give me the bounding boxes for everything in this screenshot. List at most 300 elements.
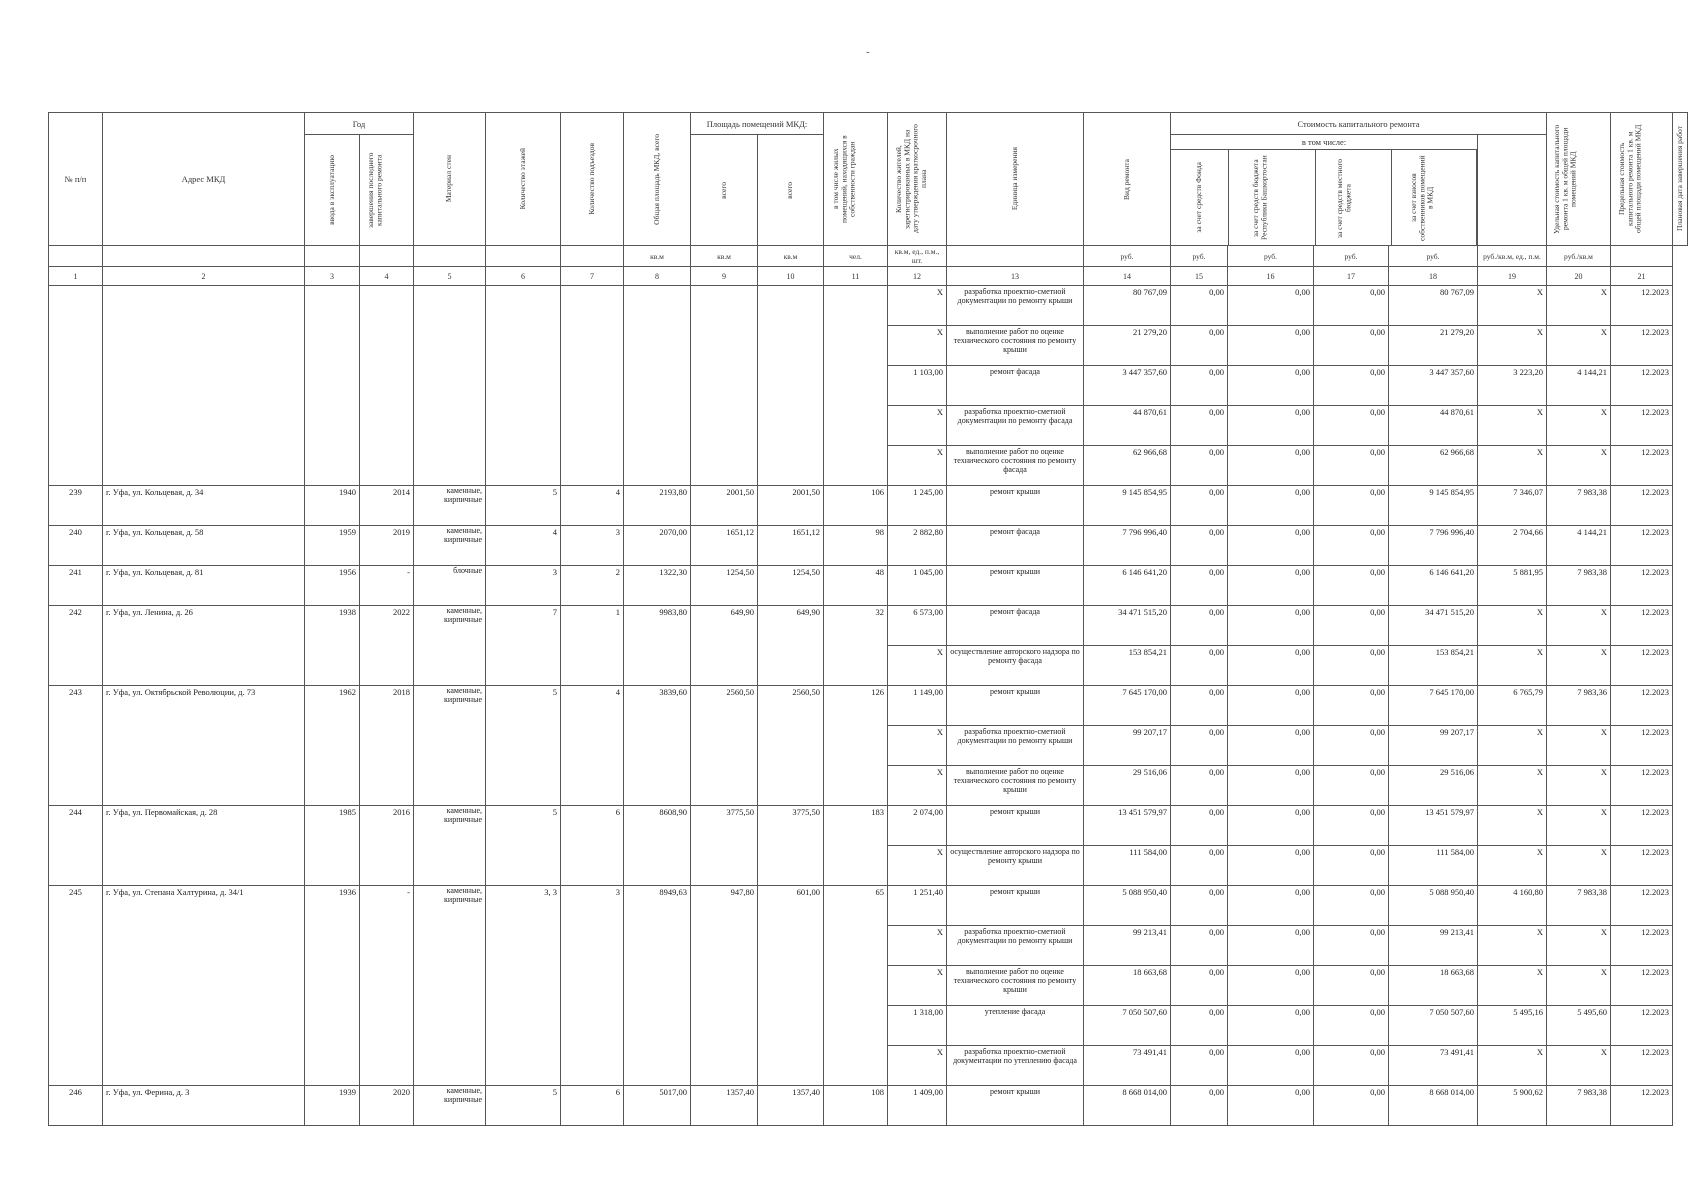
max-cost-cell: X	[1547, 606, 1611, 646]
header-year-commission: ввода в эксплуатацию	[305, 135, 360, 246]
cost-rb-cell: 0,00	[1228, 1046, 1314, 1086]
unit-cell: руб.	[1084, 246, 1171, 267]
work-quantity-cell: X	[888, 926, 947, 966]
floors-cell: 5	[486, 1086, 561, 1126]
unit-cost-cell: 3 223,20	[1478, 366, 1547, 406]
plan-date-cell: 12.2023	[1611, 726, 1673, 766]
house-address-cell: г. Уфа, ул. Ферина, д. 3	[103, 1086, 305, 1126]
header-unit-cost: Удельная стоимость капитального ремонта 1 кв. м общей площади помещений МКД	[1547, 113, 1611, 246]
column-number: 7	[561, 267, 624, 286]
work-quantity-cell: 1 318,00	[888, 1006, 947, 1046]
cost-owners-cell: 7 645 170,00	[1389, 686, 1478, 726]
max-cost-cell: X	[1547, 446, 1611, 486]
entrances-cell: 4	[561, 686, 624, 806]
work-quantity-cell: X	[888, 846, 947, 886]
year-commission-cell: 1940	[305, 486, 360, 526]
premises-owned-cell	[758, 286, 824, 486]
floors-cell: 5	[486, 806, 561, 886]
header-cost-fund: за счет средств Фонда	[1171, 150, 1229, 245]
plan-date-cell: 12.2023	[1611, 926, 1673, 966]
table-row	[49, 486, 1688, 526]
column-number: 16	[1228, 267, 1314, 286]
header-floors: Количество этажей	[486, 113, 561, 246]
cost-fund-cell: 0,00	[1171, 806, 1228, 846]
cost-local-cell: 0,00	[1314, 686, 1389, 726]
work-type-cell: разработка проектно-сметной документации по ремонту крыши	[947, 726, 1084, 766]
wall-material-cell: каменные, кирпичные	[414, 526, 486, 566]
total-area-cell: 8949,63	[624, 886, 691, 1086]
house-number-cell: 242	[49, 606, 103, 686]
work-type-cell: осуществление авторского надзора по ремонту крыши	[947, 846, 1084, 886]
year-last-repair-cell: 2018	[360, 686, 414, 806]
unit-cost-cell: X	[1478, 606, 1547, 646]
max-cost-cell: X	[1547, 406, 1611, 446]
header-cost-sub-group	[1171, 135, 1478, 246]
max-cost-cell: X	[1547, 966, 1611, 1006]
unit-cost-cell: 4 160,80	[1478, 886, 1547, 926]
year-last-repair-cell	[360, 286, 414, 486]
cost-rb-cell: 0,00	[1228, 766, 1314, 806]
house-number-cell: 246	[49, 1086, 103, 1126]
column-number: 8	[624, 267, 691, 286]
unit-cost-cell: X	[1478, 806, 1547, 846]
premises-owned-cell: 1651,12	[758, 526, 824, 566]
total-area-cell: 9983,80	[624, 606, 691, 686]
page-mark: -	[866, 46, 870, 58]
max-cost-cell: X	[1547, 1046, 1611, 1086]
unit-cell	[414, 246, 486, 267]
premises-owned-cell: 1357,40	[758, 1086, 824, 1126]
cost-local-cell: 0,00	[1314, 566, 1389, 606]
year-commission-cell: 1962	[305, 686, 360, 806]
plan-date-cell: 12.2023	[1611, 326, 1673, 366]
table-row	[49, 566, 1688, 606]
cost-fund-cell: 0,00	[1171, 406, 1228, 446]
year-last-repair-cell: 2014	[360, 486, 414, 526]
unit-cell: руб.	[1228, 246, 1314, 267]
cost-rb-cell: 0,00	[1228, 526, 1314, 566]
cost-fund-cell: 0,00	[1171, 926, 1228, 966]
year-commission-cell: 1956	[305, 566, 360, 606]
max-cost-cell: 5 495,60	[1547, 1006, 1611, 1046]
max-cost-cell: 4 144,21	[1547, 526, 1611, 566]
unit-cell: руб.	[1314, 246, 1389, 267]
cost-fund-cell: 0,00	[1171, 1086, 1228, 1126]
residents-cell	[824, 286, 888, 486]
unit-cell: руб./кв.м, ед., п.м.	[1478, 246, 1547, 267]
work-quantity-cell: 1 149,00	[888, 686, 947, 726]
cost-rb-cell: 0,00	[1228, 926, 1314, 966]
cost-rb-cell: 0,00	[1228, 806, 1314, 846]
cost-rb-cell: 0,00	[1228, 1086, 1314, 1126]
max-cost-cell: X	[1547, 326, 1611, 366]
max-cost-cell: X	[1547, 286, 1611, 326]
cost-local-cell: 0,00	[1314, 526, 1389, 566]
cost-fund-cell: 0,00	[1171, 326, 1228, 366]
floors-cell	[486, 286, 561, 486]
work-type-cell: ремонт крыши	[947, 806, 1084, 846]
header-year-group: Год	[305, 113, 414, 135]
cost-fund-cell: 0,00	[1171, 646, 1228, 686]
year-last-repair-cell: 2016	[360, 806, 414, 886]
year-commission-cell: 1936	[305, 886, 360, 1086]
plan-date-cell: 12.2023	[1611, 846, 1673, 886]
cost-owners-cell: 7 796 996,40	[1389, 526, 1478, 566]
work-type-cell: утепление фасада	[947, 1006, 1084, 1046]
header-cost-local: за счет средств местного бюджета	[1316, 150, 1392, 245]
cost-total-cell: 7 796 996,40	[1084, 526, 1171, 566]
house-number-cell: 241	[49, 566, 103, 606]
plan-date-cell: 12.2023	[1611, 1006, 1673, 1046]
max-cost-cell: X	[1547, 846, 1611, 886]
cost-fund-cell: 0,00	[1171, 1006, 1228, 1046]
plan-date-cell: 12.2023	[1611, 406, 1673, 446]
cost-owners-cell: 18 663,68	[1389, 966, 1478, 1006]
house-address-cell: г. Уфа, ул. Кольцевая, д. 81	[103, 566, 305, 606]
work-type-cell: выполнение работ по оценке технического состояния по ремонту фасада	[947, 446, 1084, 486]
cost-local-cell: 0,00	[1314, 806, 1389, 846]
cost-owners-cell: 5 088 950,40	[1389, 886, 1478, 926]
cost-fund-cell: 0,00	[1171, 846, 1228, 886]
unit-cost-cell: X	[1478, 1046, 1547, 1086]
work-quantity-cell: X	[888, 406, 947, 446]
premises-total-cell: 947,80	[691, 886, 758, 1086]
table-row	[49, 1086, 1688, 1126]
house-number-cell: 240	[49, 526, 103, 566]
cost-fund-cell: 0,00	[1171, 606, 1228, 646]
unit-cell	[561, 246, 624, 267]
unit-cell	[305, 246, 360, 267]
cost-total-cell: 9 145 854,95	[1084, 486, 1171, 526]
header-cost-group: Стоимость капитального ремонта	[1171, 113, 1547, 135]
unit-cell: руб.	[1389, 246, 1478, 267]
work-quantity-cell: 2 882,80	[888, 526, 947, 566]
cost-owners-cell: 8 668 014,00	[1389, 1086, 1478, 1126]
total-area-cell: 2070,00	[624, 526, 691, 566]
cost-owners-cell: 21 279,20	[1389, 326, 1478, 366]
unit-cost-cell: X	[1478, 286, 1547, 326]
house-address-cell	[103, 286, 305, 486]
house-address-cell: г. Уфа, ул. Первомайская, д. 28	[103, 806, 305, 886]
cost-rb-cell: 0,00	[1228, 366, 1314, 406]
wall-material-cell: каменные, кирпичные	[414, 686, 486, 806]
column-numbers-row	[49, 267, 1688, 286]
plan-date-cell: 12.2023	[1611, 966, 1673, 1006]
premises-total-cell: 1254,50	[691, 566, 758, 606]
cost-local-cell: 0,00	[1314, 926, 1389, 966]
cost-fund-cell: 0,00	[1171, 886, 1228, 926]
unit-cost-cell: 5 900,62	[1478, 1086, 1547, 1126]
header-work-type: Вид ремонта	[1084, 113, 1171, 246]
work-quantity-cell: 1 245,00	[888, 486, 947, 526]
cost-fund-cell: 0,00	[1171, 966, 1228, 1006]
floors-cell: 7	[486, 606, 561, 686]
column-number: 9	[691, 267, 758, 286]
cost-owners-cell: 6 146 641,20	[1389, 566, 1478, 606]
floors-cell: 5	[486, 486, 561, 526]
cost-fund-cell: 0,00	[1171, 286, 1228, 326]
cost-rb-cell: 0,00	[1228, 406, 1314, 446]
entrances-cell: 2	[561, 566, 624, 606]
max-cost-cell: 7 983,38	[1547, 566, 1611, 606]
cost-local-cell: 0,00	[1314, 366, 1389, 406]
cost-rb-cell: 0,00	[1228, 446, 1314, 486]
plan-date-cell: 12.2023	[1611, 766, 1673, 806]
unit-cell	[360, 246, 414, 267]
plan-date-cell: 12.2023	[1611, 446, 1673, 486]
premises-owned-cell: 649,90	[758, 606, 824, 686]
cost-total-cell: 13 451 579,97	[1084, 806, 1171, 846]
house-address-cell: г. Уфа, ул. Кольцевая, д. 34	[103, 486, 305, 526]
year-last-repair-cell: 2022	[360, 606, 414, 686]
work-type-cell: ремонт фасада	[947, 606, 1084, 646]
cost-local-cell: 0,00	[1314, 406, 1389, 446]
work-type-cell: разработка проектно-сметной документации по ремонту крыши	[947, 926, 1084, 966]
residents-cell: 98	[824, 526, 888, 566]
cost-rb-cell: 0,00	[1228, 686, 1314, 726]
cost-total-cell: 21 279,20	[1084, 326, 1171, 366]
work-quantity-cell: 1 103,00	[888, 366, 947, 406]
work-type-cell: разработка проектно-сметной документации по утеплению фасада	[947, 1046, 1084, 1086]
cost-fund-cell: 0,00	[1171, 566, 1228, 606]
cost-total-cell: 8 668 014,00	[1084, 1086, 1171, 1126]
unit-cell: руб.	[1171, 246, 1228, 267]
header-wall-material: Материал стен	[414, 113, 486, 246]
plan-date-cell: 12.2023	[1611, 886, 1673, 926]
premises-total-cell: 1357,40	[691, 1086, 758, 1126]
header-year-last-repair: завершения последнего капитального ремонта	[360, 135, 414, 246]
header-cost-rb: за счет средств бюджета Республики Башкортостан	[1229, 150, 1316, 245]
house-address-cell: г. Уфа, ул. Кольцевая, д. 58	[103, 526, 305, 566]
unit-cell: чел.	[824, 246, 888, 267]
plan-date-cell: 12.2023	[1611, 486, 1673, 526]
wall-material-cell: блочные	[414, 566, 486, 606]
header-premises-total: всего	[691, 135, 758, 246]
column-number: 13	[947, 267, 1084, 286]
year-commission-cell: 1959	[305, 526, 360, 566]
cost-rb-cell: 0,00	[1228, 606, 1314, 646]
residents-cell: 106	[824, 486, 888, 526]
unit-cost-cell: X	[1478, 326, 1547, 366]
plan-date-cell: 12.2023	[1611, 1046, 1673, 1086]
work-quantity-cell: X	[888, 326, 947, 366]
cost-owners-cell: 62 966,68	[1389, 446, 1478, 486]
premises-total-cell: 2560,50	[691, 686, 758, 806]
entrances-cell: 3	[561, 886, 624, 1086]
cost-fund-cell: 0,00	[1171, 1046, 1228, 1086]
unit-cost-cell: X	[1478, 846, 1547, 886]
year-last-repair-cell: 2019	[360, 526, 414, 566]
column-number: 4	[360, 267, 414, 286]
header-num: № п/п	[49, 113, 103, 246]
cost-local-cell: 0,00	[1314, 1086, 1389, 1126]
work-type-cell: выполнение работ по оценке технического состояния по ремонту крыши	[947, 966, 1084, 1006]
cost-fund-cell: 0,00	[1171, 486, 1228, 526]
work-quantity-cell: X	[888, 446, 947, 486]
plan-date-cell: 12.2023	[1611, 286, 1673, 326]
plan-date-cell: 12.2023	[1611, 806, 1673, 846]
work-quantity-cell: 6 573,00	[888, 606, 947, 646]
residents-cell: 183	[824, 806, 888, 886]
table-row	[49, 886, 1688, 926]
table-row	[49, 526, 1688, 566]
unit-cost-cell: 5 495,16	[1478, 1006, 1547, 1046]
cost-total-cell: 29 516,06	[1084, 766, 1171, 806]
cost-fund-cell: 0,00	[1171, 686, 1228, 726]
work-type-cell: ремонт фасада	[947, 526, 1084, 566]
cost-total-cell: 34 471 515,20	[1084, 606, 1171, 646]
residents-cell: 126	[824, 686, 888, 806]
entrances-cell: 6	[561, 806, 624, 886]
header-premises-group: Площадь помещений МКД:	[691, 113, 824, 135]
cost-rb-cell: 0,00	[1228, 646, 1314, 686]
max-cost-cell: X	[1547, 926, 1611, 966]
entrances-cell: 4	[561, 486, 624, 526]
cost-rb-cell: 0,00	[1228, 326, 1314, 366]
residents-cell: 48	[824, 566, 888, 606]
work-quantity-cell: X	[888, 646, 947, 686]
house-number-cell: 239	[49, 486, 103, 526]
plan-date-cell: 12.2023	[1611, 526, 1673, 566]
plan-date-cell: 12.2023	[1611, 366, 1673, 406]
unit-cell	[486, 246, 561, 267]
cost-local-cell: 0,00	[1314, 886, 1389, 926]
cost-rb-cell: 0,00	[1228, 886, 1314, 926]
house-number-cell: 243	[49, 686, 103, 806]
unit-cost-cell: 7 346,07	[1478, 486, 1547, 526]
floors-cell: 3, 3	[486, 886, 561, 1086]
table-row	[49, 806, 1688, 846]
column-number: 5	[414, 267, 486, 286]
cost-total-cell: 44 870,61	[1084, 406, 1171, 446]
year-last-repair-cell: -	[360, 886, 414, 1086]
plan-date-cell: 12.2023	[1611, 566, 1673, 606]
units-row	[49, 246, 1688, 267]
header-residents: Количество жителей, зарегистрированных в МКД на дату утверждения краткосрочного плана	[888, 113, 947, 246]
unit-cost-cell: X	[1478, 646, 1547, 686]
plan-date-cell: 12.2023	[1611, 686, 1673, 726]
max-cost-cell: 4 144,21	[1547, 366, 1611, 406]
column-number: 20	[1547, 267, 1611, 286]
total-area-cell: 5017,00	[624, 1086, 691, 1126]
total-area-cell	[624, 286, 691, 486]
year-commission-cell: 1985	[305, 806, 360, 886]
column-number: 3	[305, 267, 360, 286]
cost-local-cell: 0,00	[1314, 286, 1389, 326]
unit-cell: кв.м, ед., п.м., шт.	[888, 246, 947, 267]
cost-fund-cell: 0,00	[1171, 526, 1228, 566]
premises-total-cell: 2001,50	[691, 486, 758, 526]
cost-local-cell: 0,00	[1314, 646, 1389, 686]
unit-cell: кв.м	[624, 246, 691, 267]
house-number-cell: 245	[49, 886, 103, 1086]
cost-total-cell: 62 966,68	[1084, 446, 1171, 486]
cost-owners-cell: 7 050 507,60	[1389, 1006, 1478, 1046]
unit-cost-cell: 2 704,66	[1478, 526, 1547, 566]
cost-local-cell: 0,00	[1314, 446, 1389, 486]
repair-plan-table-wrapper	[48, 112, 1688, 1126]
max-cost-cell: X	[1547, 726, 1611, 766]
year-last-repair-cell: -	[360, 566, 414, 606]
cost-owners-cell: 13 451 579,97	[1389, 806, 1478, 846]
max-cost-cell: 7 983,38	[1547, 886, 1611, 926]
cost-local-cell: 0,00	[1314, 726, 1389, 766]
cost-total-cell: 3 447 357,60	[1084, 366, 1171, 406]
premises-owned-cell: 2001,50	[758, 486, 824, 526]
column-number: 19	[1478, 267, 1547, 286]
wall-material-cell: каменные, кирпичные	[414, 486, 486, 526]
cost-total-cell: 5 088 950,40	[1084, 886, 1171, 926]
header-cost-sub: в том числе:	[1171, 135, 1477, 150]
column-number: 2	[103, 267, 305, 286]
unit-cost-cell: X	[1478, 446, 1547, 486]
work-quantity-cell: 1 045,00	[888, 566, 947, 606]
year-last-repair-cell: 2020	[360, 1086, 414, 1126]
work-type-cell: ремонт фасада	[947, 366, 1084, 406]
wall-material-cell: каменные, кирпичные	[414, 606, 486, 686]
work-quantity-cell: 1 251,40	[888, 886, 947, 926]
premises-total-cell: 649,90	[691, 606, 758, 686]
entrances-cell: 1	[561, 606, 624, 686]
unit-cost-cell: X	[1478, 926, 1547, 966]
cost-local-cell: 0,00	[1314, 766, 1389, 806]
work-type-cell: ремонт крыши	[947, 1086, 1084, 1126]
cost-total-cell: 99 213,41	[1084, 926, 1171, 966]
house-number-cell: 244	[49, 806, 103, 886]
work-type-cell: выполнение работ по оценке технического состояния по ремонту крыши	[947, 766, 1084, 806]
repair-plan-body	[49, 286, 1688, 1126]
cost-local-cell: 0,00	[1314, 1006, 1389, 1046]
cost-rb-cell: 0,00	[1228, 966, 1314, 1006]
unit-cell: кв.м	[691, 246, 758, 267]
cost-owners-cell: 99 213,41	[1389, 926, 1478, 966]
cost-total-cell: 7 050 507,60	[1084, 1006, 1171, 1046]
header-premises-owned: в том числе жилых помещений, находящихся в собственности граждан	[824, 113, 888, 246]
unit-cell	[947, 246, 1084, 267]
cost-total-cell: 111 584,00	[1084, 846, 1171, 886]
premises-total-cell: 1651,12	[691, 526, 758, 566]
unit-cost-cell: 6 765,79	[1478, 686, 1547, 726]
cost-fund-cell: 0,00	[1171, 446, 1228, 486]
cost-fund-cell: 0,00	[1171, 766, 1228, 806]
work-type-cell: выполнение работ по оценке технического состояния по ремонту крыши	[947, 326, 1084, 366]
residents-cell: 108	[824, 1086, 888, 1126]
cost-owners-cell: 80 767,09	[1389, 286, 1478, 326]
premises-owned-cell: 2560,50	[758, 686, 824, 806]
header-cost-owners: за счет взносов собственников помещений в МКД	[1392, 150, 1477, 245]
unit-cost-cell: X	[1478, 726, 1547, 766]
year-commission-cell	[305, 286, 360, 486]
column-number: 12	[888, 267, 947, 286]
premises-owned-cell: 1254,50	[758, 566, 824, 606]
cost-rb-cell: 0,00	[1228, 726, 1314, 766]
unit-cell	[103, 246, 305, 267]
total-area-cell: 3839,60	[624, 686, 691, 806]
work-quantity-cell: 1 409,00	[888, 1086, 947, 1126]
unit-cell	[49, 246, 103, 267]
premises-total-cell: 3775,50	[691, 806, 758, 886]
unit-cost-cell: X	[1478, 766, 1547, 806]
residents-cell: 65	[824, 886, 888, 1086]
plan-date-cell: 12.2023	[1611, 606, 1673, 646]
max-cost-cell: X	[1547, 646, 1611, 686]
column-number: 15	[1171, 267, 1228, 286]
column-number: 18	[1389, 267, 1478, 286]
header-entrances: Количество подъездов	[561, 113, 624, 246]
work-type-cell: ремонт крыши	[947, 886, 1084, 926]
cost-rb-cell: 0,00	[1228, 566, 1314, 606]
cost-total-cell: 153 854,21	[1084, 646, 1171, 686]
